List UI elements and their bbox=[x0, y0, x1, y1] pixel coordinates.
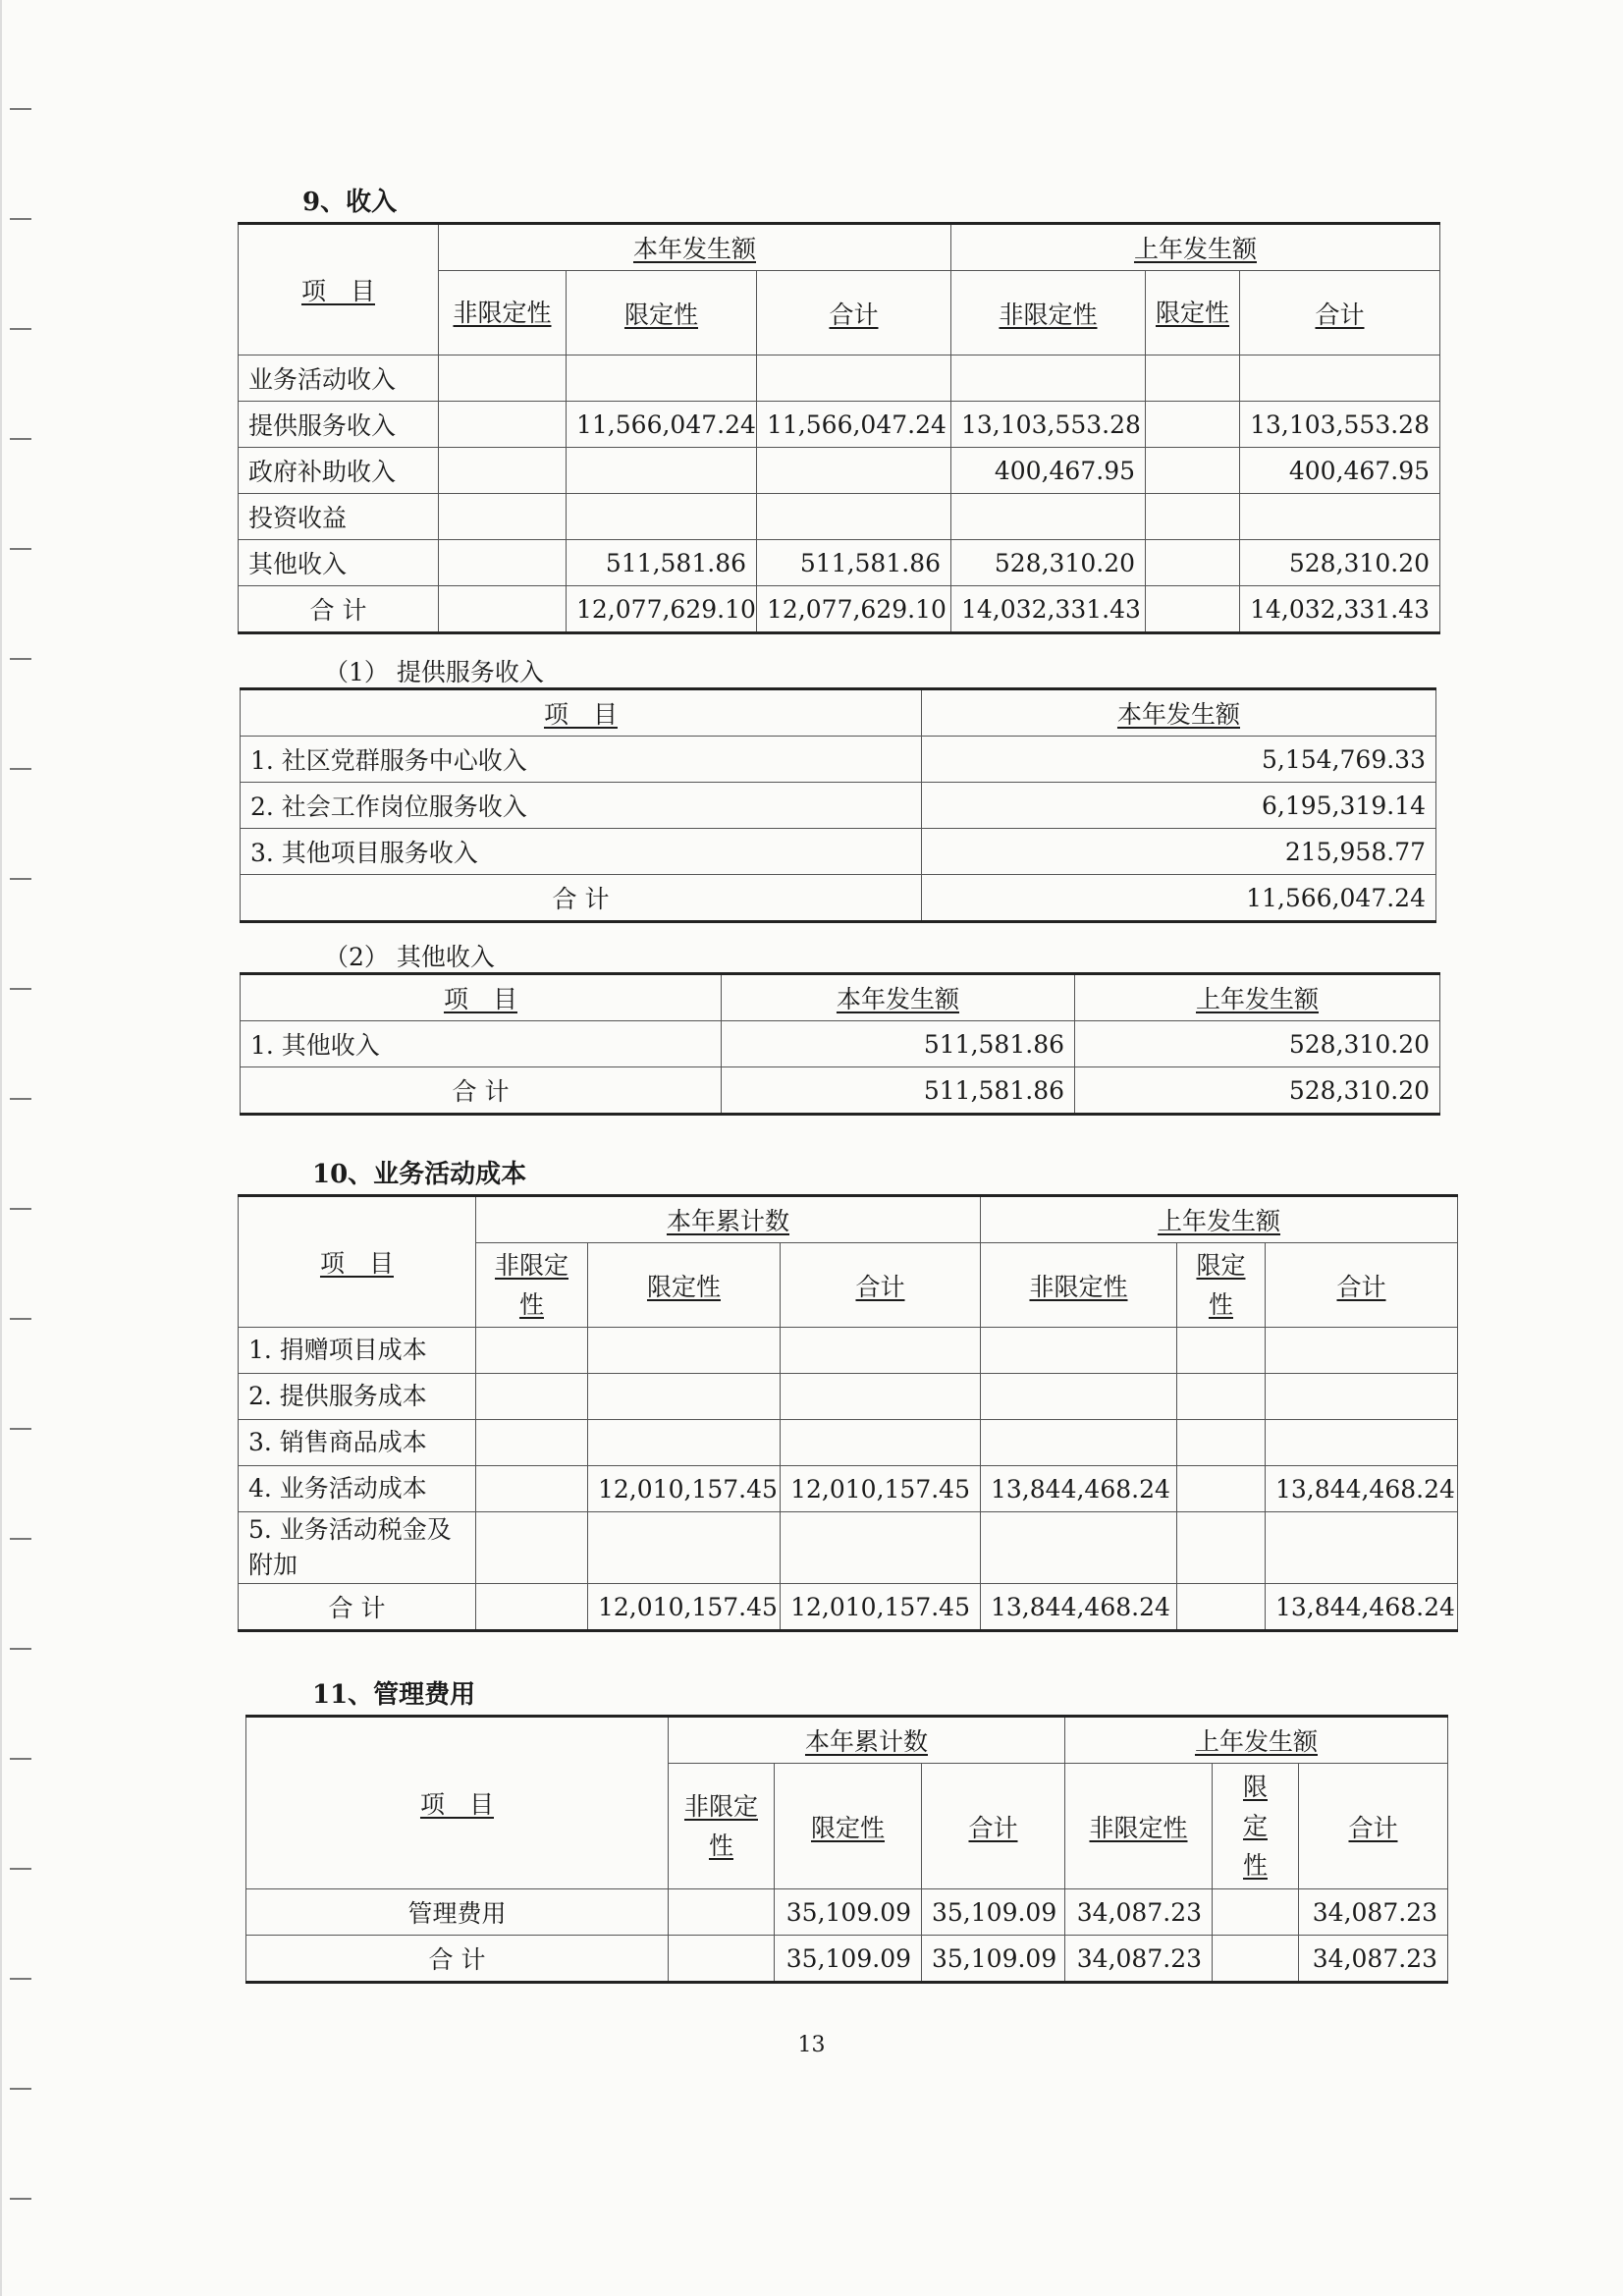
row-label: 提供服务收入 bbox=[239, 402, 439, 448]
cell-c1 bbox=[439, 586, 567, 633]
cell-c3: 35,109.09 bbox=[922, 1936, 1065, 1983]
cell-p2 bbox=[1146, 402, 1240, 448]
cell-c2: 511,581.86 bbox=[567, 540, 757, 586]
binder-mark bbox=[10, 438, 31, 440]
subsection-9-2-title: （2） 其他收入 bbox=[324, 943, 495, 971]
cell-c1 bbox=[476, 1374, 588, 1420]
header-restricted: 限定性 bbox=[567, 271, 757, 355]
header-prior-unrestricted: 非限定性 bbox=[1065, 1764, 1213, 1889]
cell-current: 5,154,769.33 bbox=[922, 737, 1436, 783]
header-prior-year: 上年发生额 bbox=[981, 1196, 1458, 1243]
cell-c2 bbox=[588, 1512, 781, 1584]
cell-c2 bbox=[588, 1328, 781, 1374]
binder-mark bbox=[10, 988, 31, 990]
cell-p2 bbox=[1213, 1936, 1299, 1983]
other-income-table bbox=[240, 972, 1440, 1116]
cell-c3 bbox=[757, 355, 951, 402]
table-row bbox=[239, 448, 1440, 494]
binder-mark bbox=[10, 1978, 31, 1980]
cell-p1 bbox=[981, 1512, 1177, 1584]
cell-c1 bbox=[476, 1512, 588, 1584]
cell-c1 bbox=[439, 540, 567, 586]
cell-p1: 14,032,331.43 bbox=[951, 586, 1146, 633]
cell-p2 bbox=[1146, 355, 1240, 402]
cell-c1 bbox=[476, 1584, 588, 1631]
cell-p2 bbox=[1177, 1512, 1266, 1584]
binder-mark bbox=[10, 878, 31, 880]
cell-c3: 12,010,157.45 bbox=[781, 1584, 981, 1631]
table-row bbox=[241, 1021, 1440, 1067]
row-label: 政府补助收入 bbox=[239, 448, 439, 494]
row-label: 合 计 bbox=[239, 1584, 476, 1631]
table-row bbox=[239, 1512, 1458, 1584]
table-row bbox=[239, 1374, 1458, 1420]
cell-p3: 528,310.20 bbox=[1240, 540, 1440, 586]
cell-c3: 35,109.09 bbox=[922, 1889, 1065, 1936]
cell-p1: 528,310.20 bbox=[951, 540, 1146, 586]
row-label: 2. 社会工作岗位服务收入 bbox=[241, 783, 922, 829]
row-label: 业务活动收入 bbox=[239, 355, 439, 402]
cell-p3 bbox=[1240, 494, 1440, 540]
cell-c2: 12,010,157.45 bbox=[588, 1466, 781, 1512]
cell-p3 bbox=[1240, 355, 1440, 402]
cell-p2 bbox=[1177, 1466, 1266, 1512]
header-unrestricted: 非限定性 bbox=[669, 1764, 775, 1889]
binder-mark bbox=[10, 548, 31, 550]
cell-c3 bbox=[781, 1420, 981, 1466]
header-prior-unrestricted: 非限定性 bbox=[981, 1243, 1177, 1328]
income-table bbox=[238, 222, 1440, 634]
cell-p3: 34,087.23 bbox=[1299, 1936, 1448, 1983]
cell-p3 bbox=[1266, 1420, 1458, 1466]
cell-p1: 34,087.23 bbox=[1065, 1936, 1213, 1983]
binder-mark bbox=[10, 1868, 31, 1870]
table-row bbox=[239, 540, 1440, 586]
cell-p3 bbox=[1266, 1328, 1458, 1374]
cell-current: 511,581.86 bbox=[722, 1067, 1075, 1115]
row-label: 合 计 bbox=[241, 1067, 722, 1115]
cell-c2: 11,566,047.24 bbox=[567, 402, 757, 448]
cell-p1 bbox=[981, 1374, 1177, 1420]
business-cost-table bbox=[238, 1194, 1458, 1632]
subsection-9-1-title: （1） 提供服务收入 bbox=[324, 658, 544, 686]
table-row bbox=[241, 1067, 1440, 1115]
header-current-year: 本年发生额 bbox=[439, 224, 951, 271]
row-label: 1. 其他收入 bbox=[241, 1021, 722, 1067]
header-item: 项 目 bbox=[241, 974, 722, 1021]
cell-p1: 34,087.23 bbox=[1065, 1889, 1213, 1936]
cell-p1 bbox=[981, 1420, 1177, 1466]
cell-c3 bbox=[781, 1328, 981, 1374]
cell-c1 bbox=[476, 1466, 588, 1512]
binder-mark bbox=[10, 328, 31, 330]
table-row bbox=[241, 783, 1436, 829]
cell-p3: 13,103,553.28 bbox=[1240, 402, 1440, 448]
cell-c1 bbox=[439, 355, 567, 402]
row-label: 合 计 bbox=[246, 1936, 669, 1983]
row-label: 1. 捐赠项目成本 bbox=[239, 1328, 476, 1374]
cell-c3 bbox=[781, 1512, 981, 1584]
cell-c2 bbox=[567, 494, 757, 540]
cell-c2 bbox=[567, 448, 757, 494]
cell-p3 bbox=[1266, 1512, 1458, 1584]
table-row bbox=[241, 829, 1436, 875]
binder-mark bbox=[10, 1098, 31, 1100]
table-row bbox=[241, 737, 1436, 783]
cell-p2 bbox=[1177, 1374, 1266, 1420]
row-label: 投资收益 bbox=[239, 494, 439, 540]
cell-p2 bbox=[1146, 540, 1240, 586]
header-prior-total: 合计 bbox=[1240, 271, 1440, 355]
cell-p1: 13,844,468.24 bbox=[981, 1584, 1177, 1631]
cell-p3: 14,032,331.43 bbox=[1240, 586, 1440, 633]
cell-c3: 12,077,629.10 bbox=[757, 586, 951, 633]
header-item: 项 目 bbox=[241, 689, 922, 737]
cell-c2: 35,109.09 bbox=[775, 1889, 922, 1936]
table-row bbox=[239, 1328, 1458, 1374]
section-11-title: 11、管理费用 bbox=[312, 1680, 476, 1710]
row-label: 合 计 bbox=[239, 586, 439, 633]
binder-mark bbox=[10, 1428, 31, 1430]
cell-c2 bbox=[567, 355, 757, 402]
cell-p3: 34,087.23 bbox=[1299, 1889, 1448, 1936]
table-row bbox=[239, 494, 1440, 540]
cell-c1 bbox=[476, 1420, 588, 1466]
cell-c3: 12,010,157.45 bbox=[781, 1466, 981, 1512]
cell-c3 bbox=[781, 1374, 981, 1420]
header-prior-total: 合计 bbox=[1299, 1764, 1448, 1889]
cell-c2: 12,010,157.45 bbox=[588, 1584, 781, 1631]
binder-mark bbox=[10, 1208, 31, 1210]
binder-mark bbox=[10, 1318, 31, 1320]
header-prior-total: 合计 bbox=[1266, 1243, 1458, 1328]
header-current-cumulative: 本年累计数 bbox=[669, 1717, 1065, 1764]
table-row bbox=[239, 1584, 1458, 1631]
binder-edge bbox=[0, 0, 2, 2296]
cell-p1 bbox=[981, 1328, 1177, 1374]
header-current-cumulative: 本年累计数 bbox=[476, 1196, 981, 1243]
cell-p2 bbox=[1177, 1584, 1266, 1631]
table-row bbox=[239, 586, 1440, 633]
header-restricted: 限定性 bbox=[588, 1243, 781, 1328]
cell-p3: 13,844,468.24 bbox=[1266, 1466, 1458, 1512]
management-expense-table bbox=[245, 1715, 1448, 1984]
cell-p1: 13,103,553.28 bbox=[951, 402, 1146, 448]
cell-c3: 511,581.86 bbox=[757, 540, 951, 586]
header-prior-year: 上年发生额 bbox=[1075, 974, 1440, 1021]
header-prior-restricted: 限定性 bbox=[1177, 1243, 1266, 1328]
cell-c1 bbox=[669, 1936, 775, 1983]
row-label: 1. 社区党群服务中心收入 bbox=[241, 737, 922, 783]
binder-mark bbox=[10, 108, 31, 110]
row-label: 3. 其他项目服务收入 bbox=[241, 829, 922, 875]
cell-c1 bbox=[476, 1328, 588, 1374]
binder-mark bbox=[10, 1758, 31, 1760]
header-unrestricted: 非限定性 bbox=[476, 1243, 588, 1328]
cell-current: 11,566,047.24 bbox=[922, 875, 1436, 922]
header-prior-unrestricted: 非限定性 bbox=[951, 271, 1146, 355]
row-label: 5. 业务活动税金及附加 bbox=[239, 1512, 476, 1584]
cell-p1: 13,844,468.24 bbox=[981, 1466, 1177, 1512]
cell-current: 6,195,319.14 bbox=[922, 783, 1436, 829]
table-row bbox=[241, 875, 1436, 922]
cell-p2 bbox=[1146, 494, 1240, 540]
binder-mark bbox=[10, 1538, 31, 1540]
header-total: 合计 bbox=[781, 1243, 981, 1328]
cell-p3: 400,467.95 bbox=[1240, 448, 1440, 494]
cell-p3: 13,844,468.24 bbox=[1266, 1584, 1458, 1631]
cell-current: 215,958.77 bbox=[922, 829, 1436, 875]
cell-p2 bbox=[1177, 1420, 1266, 1466]
header-current-year: 本年发生额 bbox=[722, 974, 1075, 1021]
cell-c1 bbox=[439, 402, 567, 448]
header-prior-year: 上年发生额 bbox=[951, 224, 1440, 271]
cell-p2 bbox=[1146, 586, 1240, 633]
cell-prior: 528,310.20 bbox=[1075, 1067, 1440, 1115]
binder-mark bbox=[10, 1648, 31, 1650]
binder-mark bbox=[10, 658, 31, 660]
cell-c1 bbox=[439, 494, 567, 540]
header-item: 项 目 bbox=[239, 1196, 476, 1328]
cell-p2 bbox=[1177, 1328, 1266, 1374]
cell-p1: 400,467.95 bbox=[951, 448, 1146, 494]
binder-mark bbox=[10, 768, 31, 770]
cell-c1 bbox=[439, 448, 567, 494]
cell-c3 bbox=[757, 448, 951, 494]
section-9-title: 9、收入 bbox=[302, 188, 398, 217]
cell-current: 511,581.86 bbox=[722, 1021, 1075, 1067]
row-label: 管理费用 bbox=[246, 1889, 669, 1936]
table-row bbox=[239, 402, 1440, 448]
row-label: 4. 业务活动成本 bbox=[239, 1466, 476, 1512]
table-row bbox=[239, 1420, 1458, 1466]
header-restricted: 限定性 bbox=[775, 1764, 922, 1889]
header-total: 合计 bbox=[922, 1764, 1065, 1889]
cell-c2 bbox=[588, 1420, 781, 1466]
header-prior-year: 上年发生额 bbox=[1065, 1717, 1448, 1764]
page-number: 13 bbox=[797, 2033, 826, 2057]
service-income-table bbox=[240, 687, 1436, 923]
header-unrestricted: 非限定性 bbox=[439, 271, 567, 355]
table-row bbox=[246, 1936, 1448, 1983]
cell-p1 bbox=[951, 355, 1146, 402]
cell-p3 bbox=[1266, 1374, 1458, 1420]
cell-prior: 528,310.20 bbox=[1075, 1021, 1440, 1067]
header-current-year: 本年发生额 bbox=[922, 689, 1436, 737]
header-total: 合计 bbox=[757, 271, 951, 355]
cell-c2 bbox=[588, 1374, 781, 1420]
binder-mark bbox=[10, 218, 31, 220]
cell-c2: 12,077,629.10 bbox=[567, 586, 757, 633]
cell-c3: 11,566,047.24 bbox=[757, 402, 951, 448]
binder-mark bbox=[10, 2198, 31, 2200]
row-label: 合 计 bbox=[241, 875, 922, 922]
header-item: 项 目 bbox=[239, 224, 439, 355]
cell-p2 bbox=[1213, 1889, 1299, 1936]
header-prior-restricted: 限定性 bbox=[1213, 1764, 1299, 1889]
header-prior-restricted: 限定性 bbox=[1146, 271, 1240, 355]
cell-c2: 35,109.09 bbox=[775, 1936, 922, 1983]
row-label: 3. 销售商品成本 bbox=[239, 1420, 476, 1466]
header-item: 项 目 bbox=[246, 1717, 669, 1889]
cell-p1 bbox=[951, 494, 1146, 540]
table-row bbox=[239, 1466, 1458, 1512]
row-label: 其他收入 bbox=[239, 540, 439, 586]
row-label: 2. 提供服务成本 bbox=[239, 1374, 476, 1420]
cell-c1 bbox=[669, 1889, 775, 1936]
table-row bbox=[246, 1889, 1448, 1936]
table-row bbox=[239, 355, 1440, 402]
section-10-title: 10、业务活动成本 bbox=[312, 1160, 527, 1189]
cell-p2 bbox=[1146, 448, 1240, 494]
binder-mark bbox=[10, 2088, 31, 2090]
cell-c3 bbox=[757, 494, 951, 540]
